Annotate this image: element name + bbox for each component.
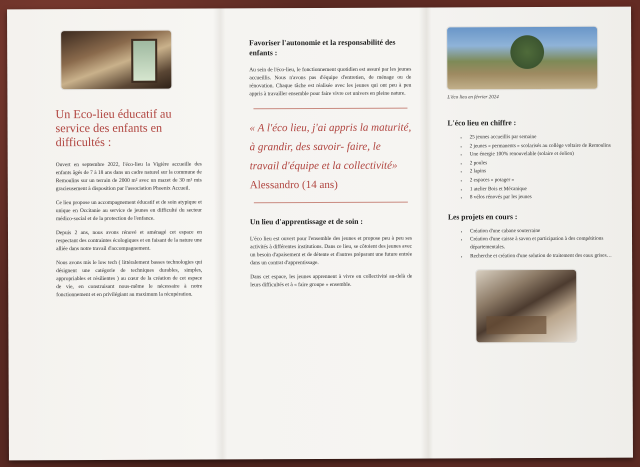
collective-paragraph: Dans cet espace, les jeunes apprennent à vivre en collectivité au-delà de leurs difficultés et à « faire groupe » ensemble. xyxy=(250,273,413,289)
panel-title: Un Eco-lieu éducatif au service des enfants en difficultés : xyxy=(55,106,172,150)
list-item: • 2 poules xyxy=(470,159,624,167)
intro-paragraph: Ouvert en septembre 2022, l'éco-lieu la Vigière accueille des enfants âgés de 7 à 18 ans dans un cadre naturel sur la commune de Remoulins sur un terrain de 2000 m² avec un mazet de 30 m² mis gracieusement à disposition par l'association Phoenix Accueil. xyxy=(55,161,202,193)
lowtech-paragraph: Nous avons mis le low tech ( littéralement basses technologies qui désignent une catégorie de techniques durables, simples, appropriables et résilientes ) au cœur de la création de cet espace de vie, en construisant nous-même le nécessaire à notre fonctionnement et en privilégiant au maximum la récupération. xyxy=(56,259,203,299)
projects-list xyxy=(448,227,624,260)
brochure xyxy=(7,7,633,461)
list-item: • 2 espaces « potager » xyxy=(470,177,624,185)
left-panel xyxy=(7,8,215,460)
figures-heading: L'éco lieu en chiffre : xyxy=(447,118,517,128)
list-item: • 25 jeunes accueillis par semaine xyxy=(470,134,624,142)
right-panel xyxy=(427,7,633,459)
list-item: • Recherche et création d'une solution de traitement des eaux grises… xyxy=(470,252,624,260)
testimonial-author: Alessandro (14 ans) xyxy=(249,178,338,192)
eco-site-photo xyxy=(447,27,597,90)
mission-paragraph: Ce lieu propose un accompagnement éducatif et de soin atypique et unique en Occitanie au service de jeunes en difficulté du secteur médico-social et de la protection de l'enfance. xyxy=(55,199,202,223)
list-item: • 8 vélos rénovés par les jeunes xyxy=(470,194,624,202)
figures-list xyxy=(448,134,624,203)
divider-bottom xyxy=(254,202,408,204)
learning-heading: Un lieu d'apprentissage et de soin : xyxy=(249,216,363,227)
learning-paragraph: L'éco lieu est ouvert pour l'ensemble des jeunes et propose peu à peu ses activités à différentes institutions. Dans ce lieu, se côtoient des jeunes avec un besoin d'apaisement et de détente et d'autres préparant une future entrée dans un contrat d'apprentissage. xyxy=(250,235,413,267)
projects-heading: Les projets en cours : xyxy=(447,211,518,222)
renovation-paragraph: Depuis 2 ans, nous avons rénové et aménagé cet espace en respectant des contraintes écologiques et en faisant de la nature une alliée dans notre travail d'accompagnement. xyxy=(55,229,203,253)
list-item: • 2 lapins xyxy=(470,168,624,176)
list-item: • 1 atelier Bois et Mécanique xyxy=(470,185,624,193)
testimonial-quote: « A l'éco lieu, j'ai appris la maturité, à grandir, des savoir- faire, le travail d'équipe et la collectivité» xyxy=(249,121,412,173)
autonomy-paragraph: Au sein de l'éco-lieu, le fonctionnement quotidien est assuré par les jeunes accueillis. Nous n'avons pas d'équipe d'entretien, de ménage ou de rénovation. Chaque tâche est réalisée avec les jeunes qui ont peu à peu appris à travailler ensemble pour faire vivre cet univers en pleine nature. xyxy=(249,66,412,98)
photo-caption: L'éco lieu en février 2024 xyxy=(447,95,499,101)
interior-photo xyxy=(61,31,171,89)
list-item: • Création d'une caisse à savon et participation à des compétitions départementales. xyxy=(470,236,624,252)
divider-top xyxy=(253,108,407,110)
list-item: • Création d'une cabane souterraine xyxy=(470,227,624,235)
workshop-photo xyxy=(476,270,576,342)
middle-panel xyxy=(219,8,427,460)
list-item: • Une énergie 100% renouvelable (solaire et éolien) xyxy=(470,151,624,159)
autonomy-heading: Favoriser l'autonomie et la responsabilité des enfants : xyxy=(249,37,396,58)
list-item: • 2 jeunes « permanents » scolarisés au collège voltaire de Remoulins xyxy=(470,142,624,150)
